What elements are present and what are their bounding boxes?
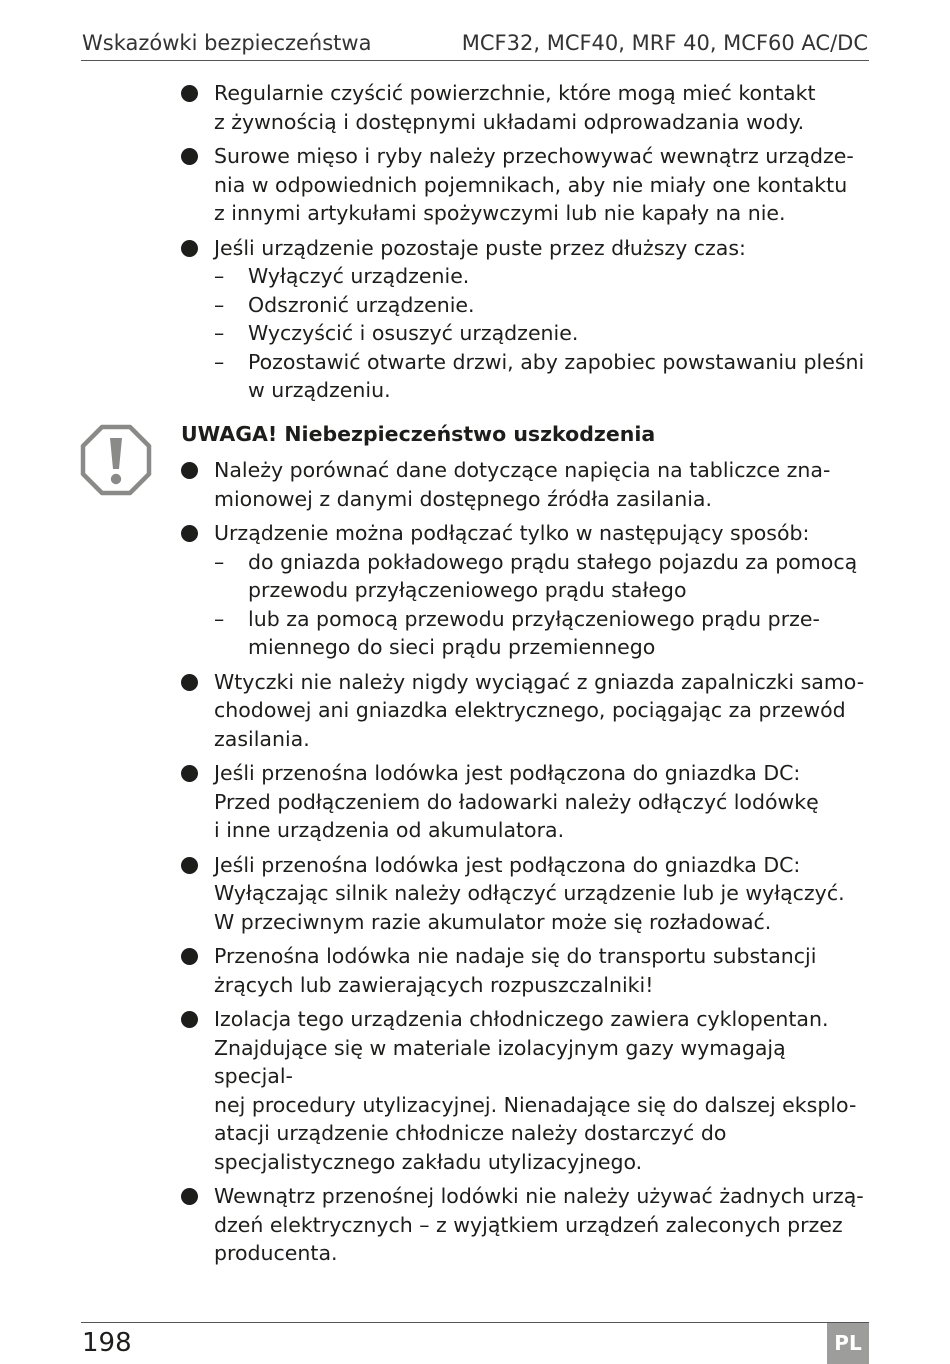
text-line: żrących lub zawierających rozpuszczalniki!	[214, 972, 654, 997]
list-item	[181, 759, 871, 845]
bullet-icon	[181, 765, 198, 782]
text-line: mionowej z danymi dostępnego źródła zasilania.	[214, 486, 712, 511]
page-number: 198	[82, 1328, 132, 1358]
text-line: Izolacja tego urządzenia chłodniczego zawiera cyklopentan.	[214, 1007, 829, 1031]
list-item-text	[214, 456, 871, 513]
bullet-icon	[181, 948, 198, 965]
text-line: zasilania.	[214, 726, 310, 751]
text-line: Pozostawić otwarte drzwi, aby zapobiec powstawaniu pleśni	[248, 349, 865, 374]
list-item-text	[214, 142, 871, 228]
list-item-text	[214, 234, 871, 263]
text-line: atacji urządzenie chłodnicze należy dostarczyć do	[214, 1121, 727, 1145]
sub-list-item	[214, 348, 871, 405]
list-item-text	[214, 759, 871, 845]
text-line: Odszronić urządzenie.	[248, 292, 475, 317]
list-item	[181, 456, 871, 513]
care-instructions-list	[181, 79, 871, 411]
text-line: Urządzenie można podłączać tylko w następujący sposób:	[214, 521, 810, 545]
bullet-icon	[181, 148, 198, 165]
exclamation-octagon-icon	[80, 424, 152, 496]
text-line: Przed podłączeniem do ładowarki należy odłączyć lodówkę	[214, 789, 819, 814]
damage-warning-list	[181, 456, 871, 1274]
text-line: przewodu przyłączeniowego prądu stałego	[248, 578, 687, 602]
bullet-icon	[181, 674, 198, 691]
dash-marker: –	[214, 264, 225, 288]
footer-rule	[81, 1322, 869, 1323]
text-line: Wyłączyć urządzenie.	[248, 264, 470, 288]
text-line: z żywnością i dostępnymi układami odprowadzania wody.	[214, 109, 805, 134]
text-line: Wyczyścić i osuszyć urządzenie.	[248, 321, 579, 345]
text-line: z innymi artykułami spożywczymi lub nie kapały na nie.	[214, 201, 786, 225]
dash-marker: –	[214, 549, 225, 574]
text-line: Wyłączając silnik należy odłączyć urządzenie lub je wyłączyć.	[214, 881, 845, 905]
list-item-text	[214, 1182, 871, 1268]
language-badge: PL	[827, 1323, 869, 1364]
warning-title: UWAGA! Niebezpieczeństwo uszkodzenia	[181, 422, 656, 446]
bullet-icon	[181, 1188, 198, 1205]
bullet-icon	[181, 525, 198, 542]
list-item-text	[214, 1005, 871, 1176]
text-line: Wtyczki nie należy nigdy wyciągać z gniazda zapalniczki samo-	[214, 669, 865, 694]
sub-list-item	[214, 605, 871, 662]
text-line: Jeśli przenośna lodówka jest podłączona do gniazdka DC:	[214, 761, 801, 785]
list-item-text	[214, 851, 871, 937]
dash-marker: –	[214, 292, 225, 317]
text-line: specjalistycznego zakładu utylizacyjnego.	[214, 1149, 643, 1174]
list-item-text	[214, 79, 871, 136]
header-section-title: Wskazówki bezpieczeństwa	[82, 31, 372, 55]
list-item	[181, 668, 871, 754]
sub-list-item	[214, 291, 871, 320]
text-line: dzeń elektrycznych – z wyjątkiem urządzeń zaleconych przez	[214, 1212, 843, 1237]
text-line: Jeśli przenośna lodówka jest podłączona do gniazdka DC:	[214, 852, 801, 877]
text-line: nia w odpowiednich pojemnikach, aby nie miały one kontaktu	[214, 172, 848, 197]
list-item	[181, 942, 871, 999]
sub-list	[214, 548, 871, 662]
header-rule	[81, 60, 869, 61]
sub-list-item	[214, 548, 871, 605]
text-line: producenta.	[214, 1241, 338, 1265]
text-line: Regularnie czyścić powierzchnie, które mogą mieć kontakt	[214, 81, 816, 105]
bullet-icon	[181, 85, 198, 102]
text-line: chodowej ani gniazdka elektrycznego, pociągając za przewód	[214, 698, 846, 722]
text-line: w urządzeniu.	[248, 378, 391, 402]
list-item	[181, 1005, 871, 1176]
sub-list-item	[214, 262, 871, 291]
list-item	[181, 1182, 871, 1268]
list-item-text	[214, 942, 871, 999]
text-line: Surowe mięso i ryby należy przechowywać wewnątrz urządze-	[214, 144, 854, 168]
list-item-text	[214, 519, 871, 548]
bullet-icon	[181, 462, 198, 479]
sub-list-item	[214, 319, 871, 348]
dash-marker: –	[214, 349, 225, 374]
text-line: W przeciwnym razie akumulator może się rozładować.	[214, 909, 772, 934]
header-models: MCF32, MCF40, MRF 40, MCF60 AC/DC	[461, 31, 868, 55]
text-line: Wewnątrz przenośnej lodówki nie należy używać żadnych urzą-	[214, 1184, 864, 1208]
text-line: miennego do sieci prądu przemiennego	[248, 635, 656, 659]
list-item	[181, 79, 871, 136]
sub-list	[214, 262, 871, 405]
dash-marker: –	[214, 321, 225, 345]
list-item	[181, 519, 871, 662]
text-line: Należy porównać dane dotyczące napięcia na tabliczce zna-	[214, 458, 831, 482]
list-item	[181, 851, 871, 937]
bullet-icon	[181, 1011, 198, 1028]
list-item	[181, 142, 871, 228]
text-line: nej procedury utylizacyjnej. Nienadające się do dalszej eksplo-	[214, 1092, 857, 1117]
text-line: lub za pomocą przewodu przyłączeniowego prądu prze-	[248, 606, 820, 631]
text-line: Przenośna lodówka nie nadaje się do transportu substancji	[214, 944, 817, 968]
dash-marker: –	[214, 606, 225, 631]
bullet-icon	[181, 240, 198, 257]
text-line: i inne urządzenia od akumulatora.	[214, 818, 565, 842]
list-item-text	[214, 668, 871, 754]
list-item	[181, 234, 871, 405]
text-line: Znajdujące się w materiale izolacyjnym gazy wymagają specjal-	[214, 1035, 786, 1088]
text-line: do gniazda pokładowego prądu stałego pojazdu za pomocą	[248, 549, 858, 574]
bullet-icon	[181, 857, 198, 874]
text-line: Jeśli urządzenie pozostaje puste przez dłuższy czas:	[214, 235, 746, 260]
